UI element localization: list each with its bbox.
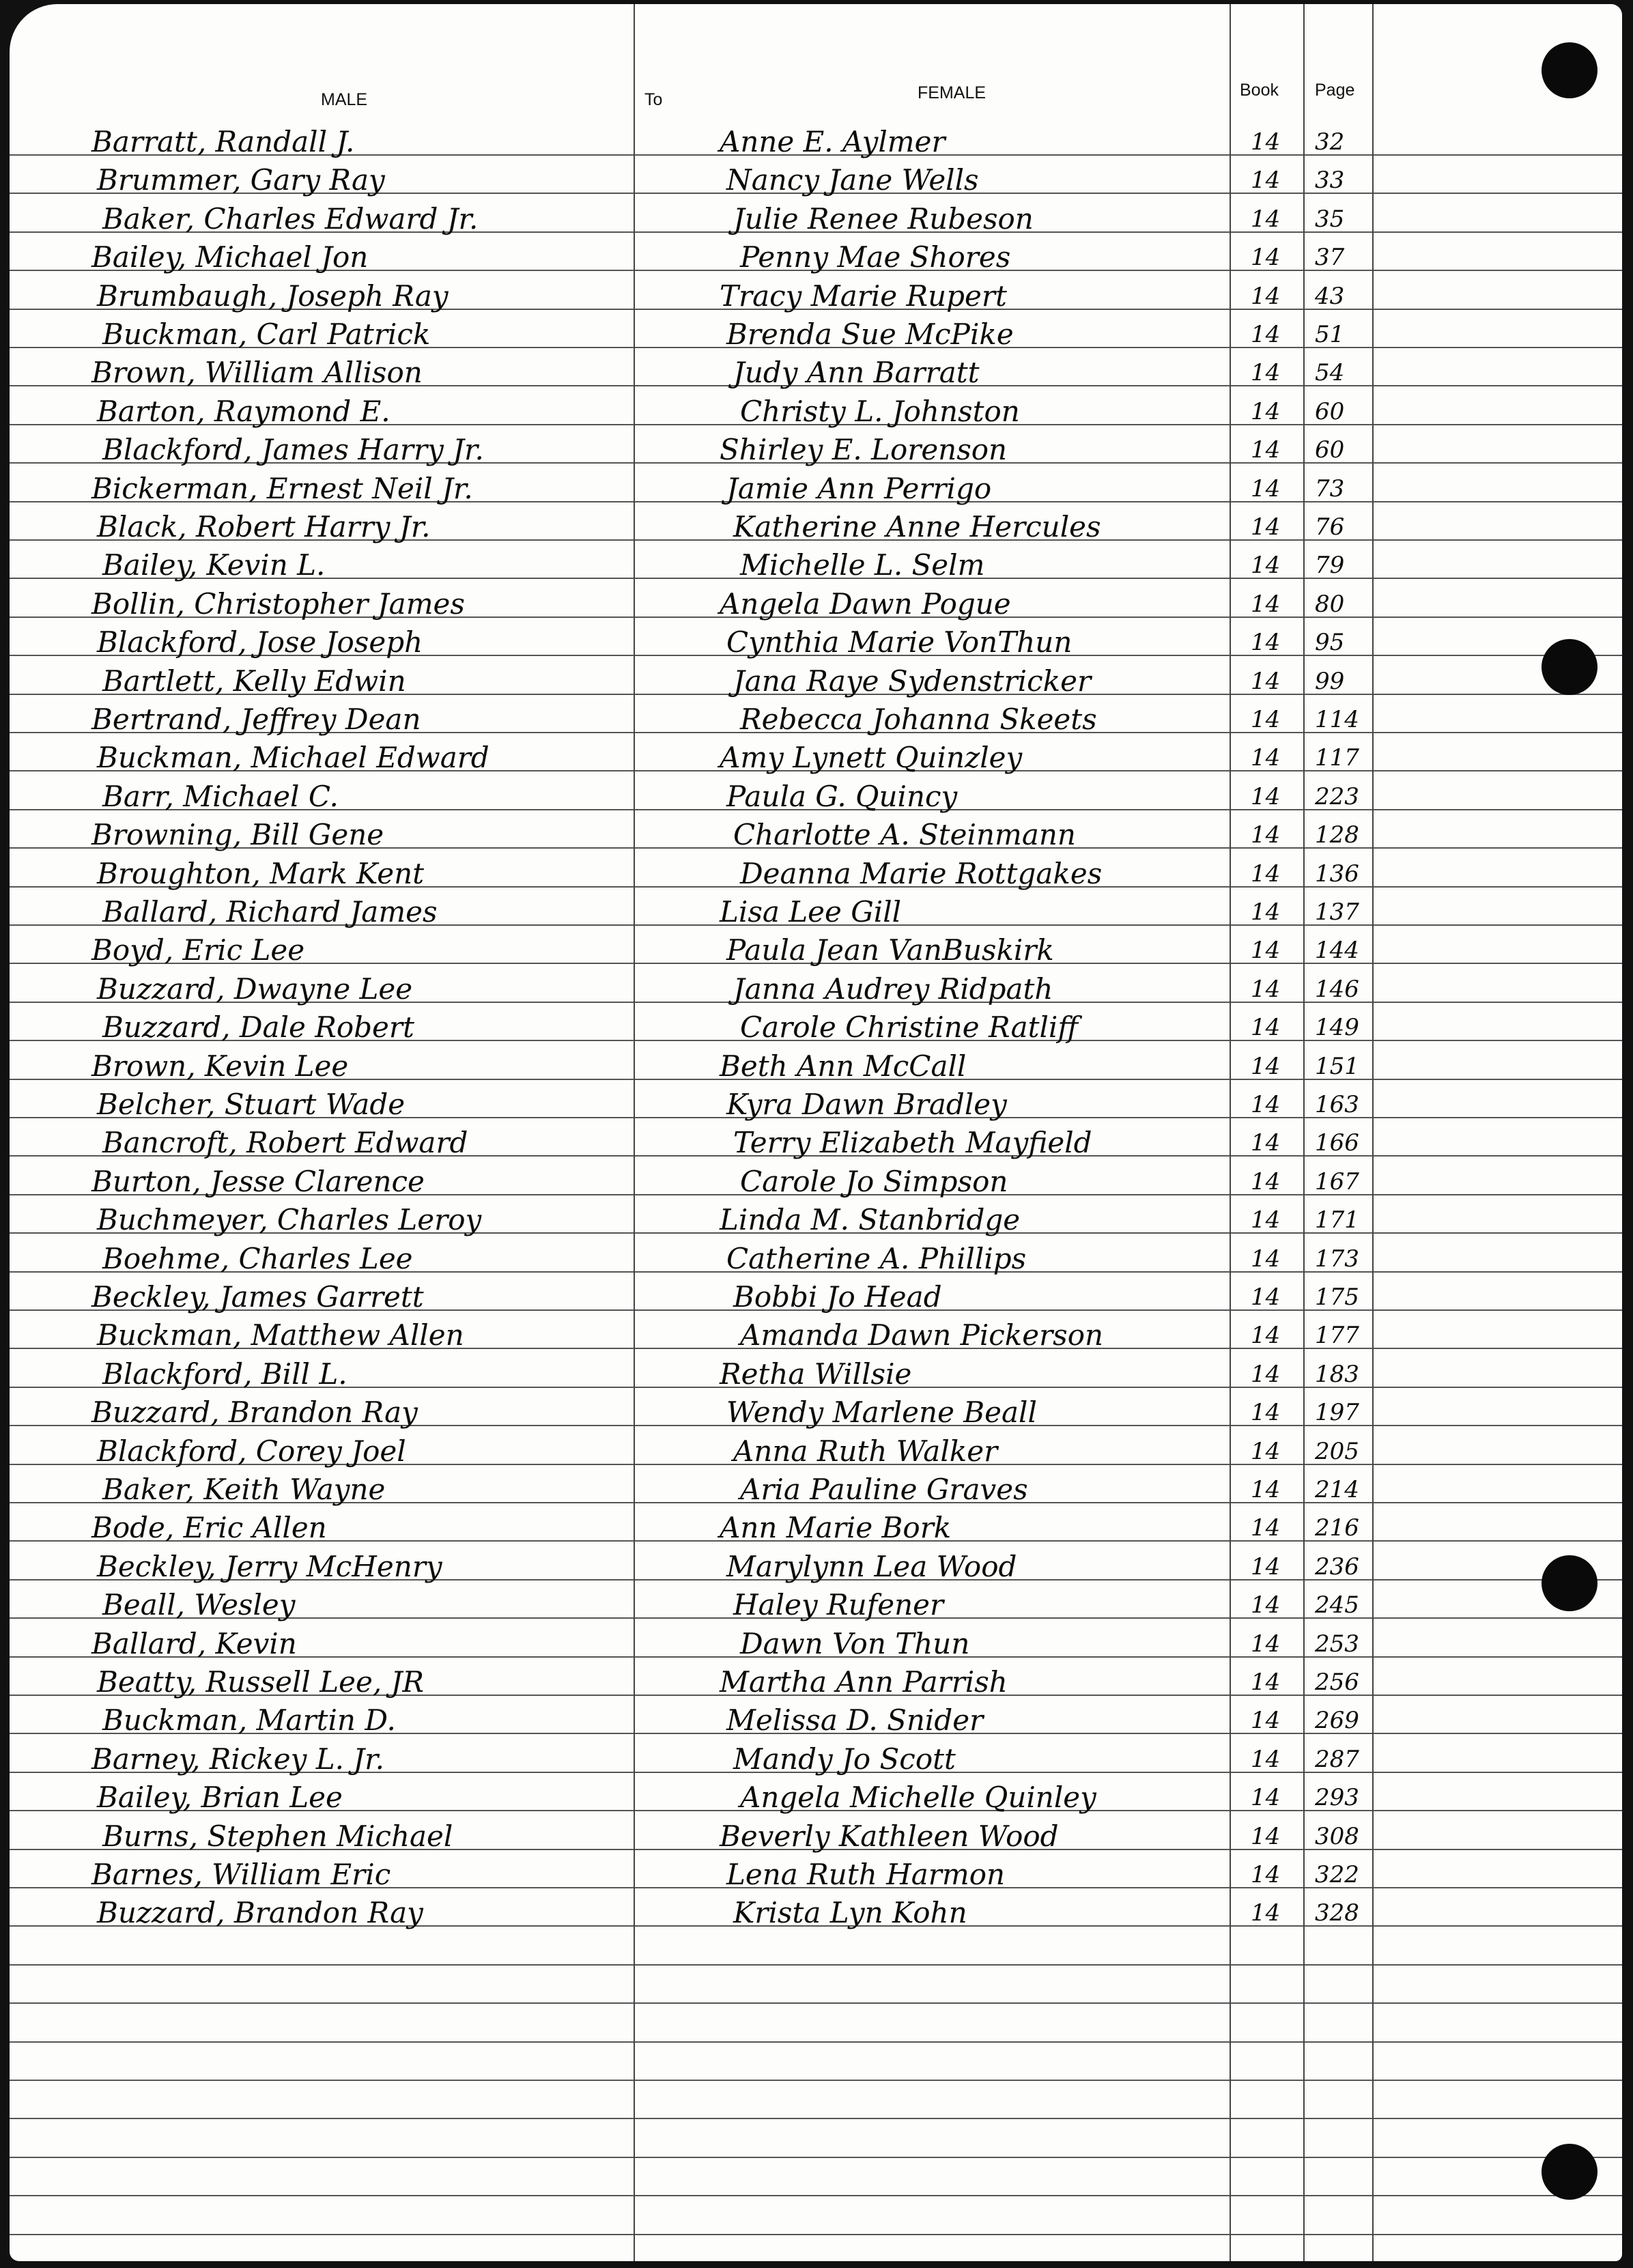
header-page: Page (1315, 81, 1355, 100)
female-name: Charlotte A. Steinmann (733, 818, 1076, 851)
male-name: Bailey, Kevin L. (102, 548, 326, 582)
female-name: Katherine Anne Hercules (733, 510, 1101, 543)
book-number: 14 (1251, 1707, 1281, 1734)
female-name: Christy L. Johnston (740, 395, 1020, 428)
header-book: Book (1240, 81, 1279, 100)
binder-hole (1542, 42, 1598, 98)
page-number: 151 (1315, 1053, 1359, 1080)
female-name: Penny Mae Shores (740, 240, 1011, 274)
column-divider-book (1230, 4, 1231, 2261)
page-number: 175 (1315, 1284, 1359, 1311)
book-number: 14 (1251, 1322, 1281, 1349)
book-number: 14 (1251, 205, 1281, 233)
male-name: Boehme, Charles Lee (102, 1242, 413, 1275)
page-number: 51 (1315, 321, 1345, 348)
book-number: 14 (1251, 1168, 1281, 1195)
book-number: 14 (1251, 1399, 1281, 1426)
page-number: 214 (1315, 1476, 1359, 1503)
female-name: Jamie Ann Perrigo (726, 472, 992, 505)
page-number: 73 (1315, 475, 1345, 502)
book-number: 14 (1251, 321, 1281, 348)
female-name: Linda M. Stanbridge (720, 1203, 1021, 1236)
female-name: Anne E. Aylmer (720, 125, 946, 158)
page-number: 171 (1315, 1206, 1359, 1234)
male-name: Burns, Stephen Michael (102, 1819, 453, 1853)
male-name: Barr, Michael C. (102, 780, 339, 813)
book-number: 14 (1251, 552, 1281, 579)
book-number: 14 (1251, 1245, 1281, 1273)
male-name: Bickerman, Ernest Neil Jr. (91, 472, 473, 505)
female-name: Krista Lyn Kohn (733, 1896, 967, 1929)
book-number: 14 (1251, 1361, 1281, 1388)
book-number: 14 (1251, 398, 1281, 425)
female-name: Julie Renee Rubeson (733, 202, 1034, 236)
page-number: 128 (1315, 821, 1359, 849)
female-name: Catherine A. Phillips (726, 1242, 1027, 1275)
male-name: Blackford, Bill L. (102, 1357, 347, 1391)
header-male: MALE (321, 90, 368, 109)
female-name: Marylynn Lea Wood (726, 1550, 1017, 1583)
female-name: Ann Marie Bork (720, 1511, 952, 1544)
male-name: Buzzard, Dale Robert (102, 1010, 414, 1044)
male-name: Bartlett, Kelly Edwin (102, 664, 406, 698)
book-number: 14 (1251, 1091, 1281, 1118)
book-number: 14 (1251, 1591, 1281, 1619)
female-name: Carole Jo Simpson (740, 1165, 1008, 1198)
male-name: Brown, Kevin Lee (91, 1049, 349, 1083)
male-name: Baker, Keith Wayne (102, 1473, 386, 1506)
page-number: 223 (1315, 783, 1359, 810)
female-name: Mandy Jo Scott (733, 1742, 956, 1776)
page-number: 245 (1315, 1591, 1359, 1619)
male-name: Bailey, Michael Jon (91, 240, 369, 274)
male-name: Bertrand, Jeffrey Dean (91, 703, 421, 736)
ruled-line (10, 2234, 1622, 2235)
page-number: 173 (1315, 1245, 1359, 1273)
male-name: Brumbaugh, Joseph Ray (97, 279, 449, 313)
book-number: 14 (1251, 513, 1281, 541)
book-number: 14 (1251, 629, 1281, 656)
page-number: 76 (1315, 513, 1345, 541)
page-number: 33 (1315, 167, 1345, 194)
book-number: 14 (1251, 668, 1281, 695)
female-name: Jana Raye Sydenstricker (733, 664, 1092, 698)
ruled-line (10, 2080, 1622, 2081)
column-divider-to (634, 4, 635, 2261)
book-number: 14 (1251, 1476, 1281, 1503)
male-name: Black, Robert Harry Jr. (97, 510, 431, 543)
male-name: Bancroft, Robert Edward (102, 1126, 468, 1159)
male-name: Bailey, Brian Lee (97, 1781, 343, 1814)
female-name: Rebecca Johanna Skeets (740, 703, 1097, 736)
page-number: 114 (1315, 706, 1359, 733)
male-name: Burton, Jesse Clarence (91, 1165, 425, 1198)
female-name: Terry Elizabeth Mayfield (733, 1126, 1092, 1159)
female-name: Retha Willsie (720, 1357, 912, 1391)
female-name: Lena Ruth Harmon (726, 1858, 1006, 1891)
book-number: 14 (1251, 783, 1281, 810)
ruled-line (10, 2118, 1622, 2119)
book-number: 14 (1251, 591, 1281, 618)
page-number: 256 (1315, 1669, 1359, 1696)
female-name: Judy Ann Barratt (733, 356, 980, 389)
page-number: 136 (1315, 860, 1359, 888)
header-to: To (644, 90, 663, 109)
book-number: 14 (1251, 128, 1281, 156)
female-name: Beverly Kathleen Wood (720, 1819, 1059, 1853)
page-number: 60 (1315, 436, 1345, 464)
column-divider-end (1372, 4, 1374, 2261)
book-number: 14 (1251, 1861, 1281, 1888)
page-number: 99 (1315, 668, 1345, 695)
book-number: 14 (1251, 1284, 1281, 1311)
female-name: Martha Ann Parrish (720, 1665, 1008, 1699)
female-name: Carole Christine Ratliff (740, 1010, 1079, 1044)
male-name: Barton, Raymond E. (97, 395, 390, 428)
ledger-page (10, 4, 1622, 2261)
male-name: Brown, William Allison (91, 356, 423, 389)
female-name: Lisa Lee Gill (720, 895, 902, 929)
binder-hole (1542, 1555, 1598, 1611)
female-name: Amy Lynett Quinzley (720, 741, 1023, 774)
book-number: 14 (1251, 436, 1281, 464)
page-number: 216 (1315, 1514, 1359, 1542)
book-number: 14 (1251, 1514, 1281, 1542)
page-number: 167 (1315, 1168, 1359, 1195)
male-name: Buckman, Carl Patrick (102, 317, 431, 351)
male-name: Buckman, Matthew Allen (97, 1318, 464, 1352)
female-name: Janna Audrey Ridpath (733, 972, 1053, 1006)
book-number: 14 (1251, 1553, 1281, 1580)
female-name: Angela Dawn Pogue (720, 587, 1011, 621)
male-name: Boyd, Eric Lee (91, 933, 305, 967)
ruled-line (10, 2002, 1622, 2004)
male-name: Baker, Charles Edward Jr. (102, 202, 479, 236)
female-name: Bobbi Jo Head (733, 1280, 942, 1314)
book-number: 14 (1251, 1784, 1281, 1811)
male-name: Brummer, Gary Ray (97, 163, 385, 197)
page-number: 95 (1315, 629, 1345, 656)
page-number: 253 (1315, 1630, 1359, 1658)
book-number: 14 (1251, 898, 1281, 926)
female-name: Shirley E. Lorenson (720, 433, 1008, 466)
column-divider-page (1303, 4, 1305, 2261)
page-number: 149 (1315, 1014, 1359, 1041)
book-number: 14 (1251, 1669, 1281, 1696)
female-name: Amanda Dawn Pickerson (740, 1318, 1104, 1352)
book-number: 14 (1251, 359, 1281, 386)
male-name: Buckman, Martin D. (102, 1703, 396, 1737)
female-name: Haley Rufener (733, 1588, 944, 1621)
male-name: Bode, Eric Allen (91, 1511, 327, 1544)
female-name: Melissa D. Snider (726, 1703, 984, 1737)
page-number: 328 (1315, 1899, 1359, 1927)
male-name: Buzzard, Brandon Ray (91, 1395, 418, 1429)
male-name: Bollin, Christopher James (91, 587, 465, 621)
male-name: Buchmeyer, Charles Leroy (97, 1203, 482, 1236)
female-name: Michelle L. Selm (740, 548, 985, 582)
book-number: 14 (1251, 1129, 1281, 1157)
ruled-line (10, 2157, 1622, 2158)
page-number: 146 (1315, 976, 1359, 1003)
male-name: Broughton, Mark Kent (97, 857, 425, 890)
page-number: 80 (1315, 591, 1345, 618)
female-name: Kyra Dawn Bradley (726, 1088, 1007, 1121)
female-name: Anna Ruth Walker (733, 1434, 998, 1468)
page-number: 166 (1315, 1129, 1359, 1157)
ruled-line (10, 2041, 1622, 2043)
male-name: Browning, Bill Gene (91, 818, 384, 851)
male-name: Barratt, Randall J. (91, 125, 355, 158)
page-number: 236 (1315, 1553, 1359, 1580)
book-number: 14 (1251, 1630, 1281, 1658)
ruled-line (10, 1964, 1622, 1966)
page-number: 35 (1315, 205, 1345, 233)
female-name: Angela Michelle Quinley (740, 1781, 1096, 1814)
page-number: 197 (1315, 1399, 1359, 1426)
male-name: Belcher, Stuart Wade (97, 1088, 406, 1121)
male-name: Barney, Rickey L. Jr. (91, 1742, 384, 1776)
book-number: 14 (1251, 1823, 1281, 1850)
book-number: 14 (1251, 706, 1281, 733)
female-name: Paula Jean VanBuskirk (726, 933, 1054, 967)
page-number: 287 (1315, 1746, 1359, 1773)
female-name: Paula G. Quincy (726, 780, 958, 813)
female-name: Cynthia Marie VonThun (726, 625, 1073, 659)
book-number: 14 (1251, 1746, 1281, 1773)
book-number: 14 (1251, 744, 1281, 771)
page-number: 79 (1315, 552, 1345, 579)
book-number: 14 (1251, 1053, 1281, 1080)
female-name: Dawn Von Thun (740, 1627, 970, 1660)
page-number: 60 (1315, 398, 1345, 425)
page-number: 177 (1315, 1322, 1359, 1349)
book-number: 14 (1251, 283, 1281, 310)
female-name: Brenda Sue McPike (726, 317, 1014, 351)
book-number: 14 (1251, 1899, 1281, 1927)
page-number: 54 (1315, 359, 1345, 386)
book-number: 14 (1251, 821, 1281, 849)
female-name: Deanna Marie Rottgakes (740, 857, 1103, 890)
male-name: Beatty, Russell Lee, JR (97, 1665, 424, 1699)
page-number: 117 (1315, 744, 1359, 771)
male-name: Buzzard, Dwayne Lee (97, 972, 413, 1006)
female-name: Nancy Jane Wells (726, 163, 979, 197)
female-name: Beth Ann McCall (720, 1049, 967, 1083)
book-number: 14 (1251, 1014, 1281, 1041)
header-female: FEMALE (918, 83, 986, 102)
male-name: Ballard, Kevin (91, 1627, 297, 1660)
page-number: 183 (1315, 1361, 1359, 1388)
male-name: Buzzard, Brandon Ray (97, 1896, 423, 1929)
book-number: 14 (1251, 244, 1281, 271)
male-name: Blackford, Jose Joseph (97, 625, 423, 659)
page-number: 322 (1315, 1861, 1359, 1888)
book-number: 14 (1251, 167, 1281, 194)
male-name: Beall, Wesley (102, 1588, 296, 1621)
book-number: 14 (1251, 1206, 1281, 1234)
male-name: Buckman, Michael Edward (97, 741, 489, 774)
book-number: 14 (1251, 860, 1281, 888)
page-number: 205 (1315, 1438, 1359, 1465)
page-number: 137 (1315, 898, 1359, 926)
male-name: Barnes, William Eric (91, 1858, 391, 1891)
page-number: 163 (1315, 1091, 1359, 1118)
page-number: 43 (1315, 283, 1345, 310)
book-number: 14 (1251, 1438, 1281, 1465)
page-number: 293 (1315, 1784, 1359, 1811)
page-number: 269 (1315, 1707, 1359, 1734)
book-number: 14 (1251, 475, 1281, 502)
male-name: Beckley, James Garrett (91, 1280, 424, 1314)
binder-hole (1542, 2144, 1598, 2200)
book-number: 14 (1251, 976, 1281, 1003)
page-number: 37 (1315, 244, 1345, 271)
page-number: 308 (1315, 1823, 1359, 1850)
male-name: Blackford, James Harry Jr. (102, 433, 484, 466)
male-name: Beckley, Jerry McHenry (97, 1550, 442, 1583)
page-number: 144 (1315, 937, 1359, 964)
male-name: Blackford, Corey Joel (97, 1434, 406, 1468)
ruled-line (10, 2195, 1622, 2196)
female-name: Wendy Marlene Beall (726, 1395, 1037, 1429)
female-name: Aria Pauline Graves (740, 1473, 1028, 1506)
male-name: Ballard, Richard James (102, 895, 438, 929)
female-name: Tracy Marie Rupert (720, 279, 1007, 313)
page-number: 32 (1315, 128, 1345, 156)
binder-hole (1542, 639, 1598, 695)
book-number: 14 (1251, 937, 1281, 964)
